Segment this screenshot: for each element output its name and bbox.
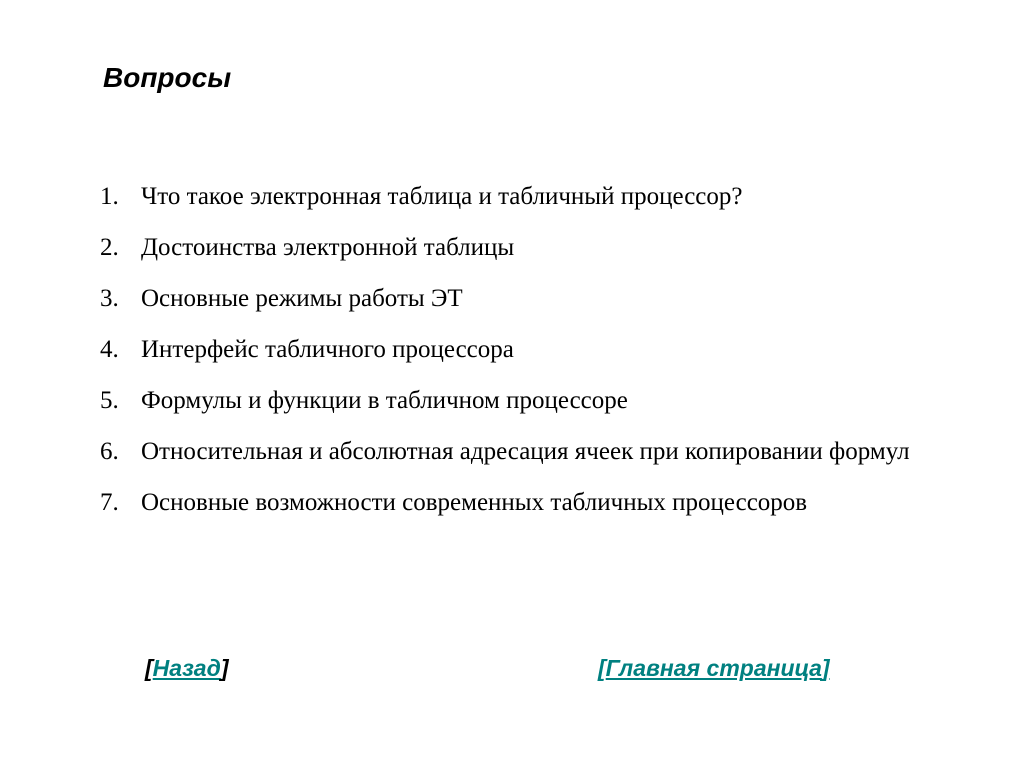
list-item-text: Основные возможности современных табличных процессоров	[141, 489, 808, 516]
list-item-text: Формулы и функции в табличном процессоре	[141, 387, 628, 414]
home-open-bracket: [	[598, 655, 606, 681]
list-item-number: 7.	[100, 489, 119, 516]
list-item	[100, 486, 930, 520]
list-item-text: Основные режимы работы ЭТ	[141, 285, 463, 312]
list-item-number: 2.	[100, 234, 119, 261]
list-item	[100, 282, 930, 316]
home-nav	[598, 655, 830, 682]
list-item	[100, 384, 930, 418]
list-item-text: Интерфейс табличного процессора	[141, 336, 514, 363]
home-link[interactable]	[598, 655, 830, 681]
list-item-text: Достоинства электронной таблицы	[141, 234, 515, 261]
list-item-number: 3.	[100, 285, 119, 312]
list-item-number: 4.	[100, 336, 119, 363]
list-item	[100, 180, 930, 214]
back-nav	[145, 655, 229, 682]
home-link-label: Главная страница	[605, 655, 822, 681]
questions-list	[100, 180, 930, 537]
list-item	[100, 231, 930, 265]
page-title: Вопросы	[103, 62, 232, 93]
list-item-text: Что такое электронная таблица и табличный процессор?	[141, 183, 743, 210]
list-item-text: Относительная и абсолютная адресация ячеек при копировании формул	[141, 438, 910, 465]
list-item-number: 6.	[100, 438, 119, 465]
list-item	[100, 333, 930, 367]
list-item-number: 1.	[100, 183, 119, 210]
back-link[interactable]: Назад	[152, 655, 221, 681]
list-item-number: 5.	[100, 387, 119, 414]
list-item	[100, 435, 930, 469]
back-open-bracket: [	[145, 655, 153, 681]
home-close-bracket: ]	[821, 655, 830, 681]
back-close-bracket: ]	[220, 655, 229, 681]
